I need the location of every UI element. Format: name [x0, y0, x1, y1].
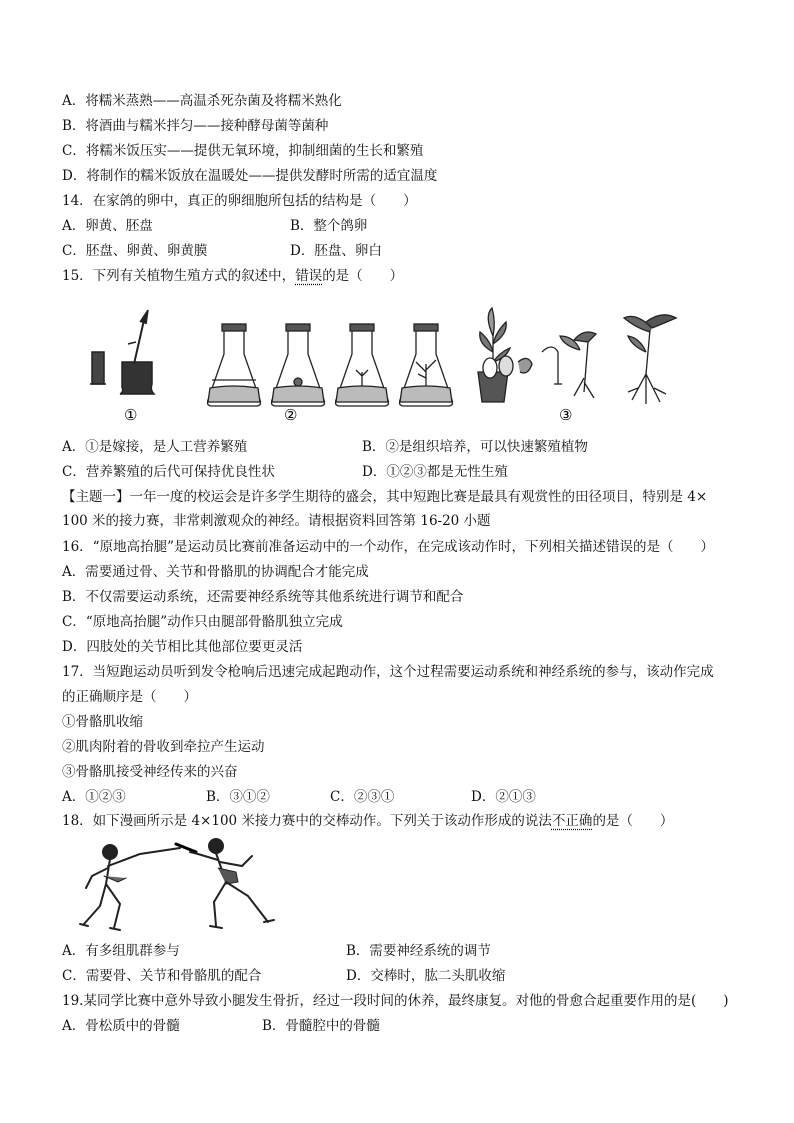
q18-option-c: C．需要骨、关节和骨骼肌的配合: [62, 968, 262, 984]
plant-reproduction-figure: [62, 292, 732, 430]
figure-label-3: ③: [559, 406, 573, 424]
q19-option-b: B．骨髓腔中的骨髓: [262, 1018, 380, 1034]
q16-stem: 16．“原地高抬腿”是运动员比赛前准备运动中的一个动作，在完成该动作时，下列相关描述错误的是（ ）: [62, 539, 714, 555]
q17-option-a: A．①②③: [62, 789, 126, 805]
q16-option-c: C．“原地高抬腿”动作只由腿部骨骼肌独立完成: [62, 614, 343, 630]
q14-option-c: C．胚盘、卵黄、卵黄膜: [62, 243, 208, 259]
q14-option-d: D．胚盘、卵白: [290, 243, 382, 259]
theme-intro-line-2: 100 米的接力赛，非常刺激观众的神经。请根据资料回答第 16-20 小题: [62, 513, 491, 529]
q13-option-b: B．将酒曲与糯米拌匀——接种酵母菌等菌种: [62, 118, 329, 134]
q15-emphasis: 错误: [295, 268, 323, 284]
q17-step-3: ③骨骼肌接受神经传来的兴奋: [62, 764, 238, 780]
theme-intro-line-1: 【主题一】一年一度的校运会是许多学生期待的盛会，其中短跑比赛是最具有观赏性的田径项目，特别是 4×: [62, 489, 708, 505]
relay-baton-illustration: [70, 832, 308, 940]
q19-stem: 19.某同学比赛中意外导致小腿发生骨折，经过一段时间的休养，最终康复。对他的骨愈合起重要作用的是( ): [62, 993, 729, 1009]
figure-label-1: ①: [124, 406, 138, 424]
q15-option-d: D．①②③都是无性生殖: [362, 464, 508, 480]
q18-option-d: D．交棒时，肱二头肌收缩: [346, 968, 506, 984]
relay-baton-figure: [70, 832, 308, 940]
seed-germination-illustration: [483, 315, 676, 404]
q19-option-a: A．骨松质中的骨髓: [62, 1018, 180, 1034]
figure-label-2: ②: [284, 406, 298, 424]
plant-reproduction-illustration: [62, 292, 732, 430]
q17-step-2: ②肌肉附着的骨收到牵拉产生运动: [62, 739, 265, 755]
q17-stem-line-1: 17．当短跑运动员听到发令枪响后迅速完成起跑动作，这个过程需要运动系统和神经系统的参与，该动作完成: [62, 664, 714, 680]
q13-option-d: D．将制作的糯米饭放在温暖处——提供发酵时所需的适宜温度: [62, 168, 438, 184]
q15-option-b: B．②是组织培养，可以快速繁殖植物: [362, 439, 588, 455]
q13-option-c: C．将糯米饭压实——提供无氧环境，抑制细菌的生长和繁殖: [62, 143, 424, 159]
q14-stem: 14．在家鸽的卵中，真正的卵细胞所包括的结构是（ ）: [62, 193, 417, 209]
q18-stem: 18．如下漫画所示是 4×100 米接力赛中的交棒动作。下列关于该动作形成的说法不正确的是（ ）: [62, 813, 674, 829]
grafting-illustration: [90, 310, 154, 394]
tissue-culture-flasks: [208, 308, 511, 406]
q17-option-b: B．③①②: [206, 789, 270, 805]
q17-stem-line-2: 的正确顺序是（ ）: [62, 689, 197, 705]
q18-option-b: B．需要神经系统的调节: [346, 943, 491, 959]
q16-option-b: B．不仅需要运动系统，还需要神经系统等其他系统进行调节和配合: [62, 589, 464, 605]
q14-option-b: B．整个鸽卵: [290, 218, 368, 234]
q18-option-a: A．有多组肌群参与: [62, 943, 180, 959]
q15-stem: 15．下列有关植物生殖方式的叙述中，错误的是（ ）: [62, 268, 404, 284]
q14-option-a: A．卵黄、胚盘: [62, 218, 153, 234]
q13-option-a: A．将糯米蒸熟——高温杀死杂菌及将糯米熟化: [62, 93, 342, 109]
q16-option-d: D．四肢处的关节相比其他部位要更灵活: [62, 639, 303, 655]
q15-option-c: C．营养繁殖的后代可保持优良性状: [62, 464, 275, 480]
q17-option-c: C．②③①: [330, 789, 395, 805]
q18-emphasis: 不正确: [551, 813, 593, 829]
q16-option-a: A．需要通过骨、关节和骨骼肌的协调配合才能完成: [62, 564, 369, 580]
q17-step-1: ①骨骼肌收缩: [62, 714, 143, 730]
q17-option-d: D．②①③: [471, 789, 536, 805]
q15-option-a: A．①是嫁接，是人工营养繁殖: [62, 439, 248, 455]
